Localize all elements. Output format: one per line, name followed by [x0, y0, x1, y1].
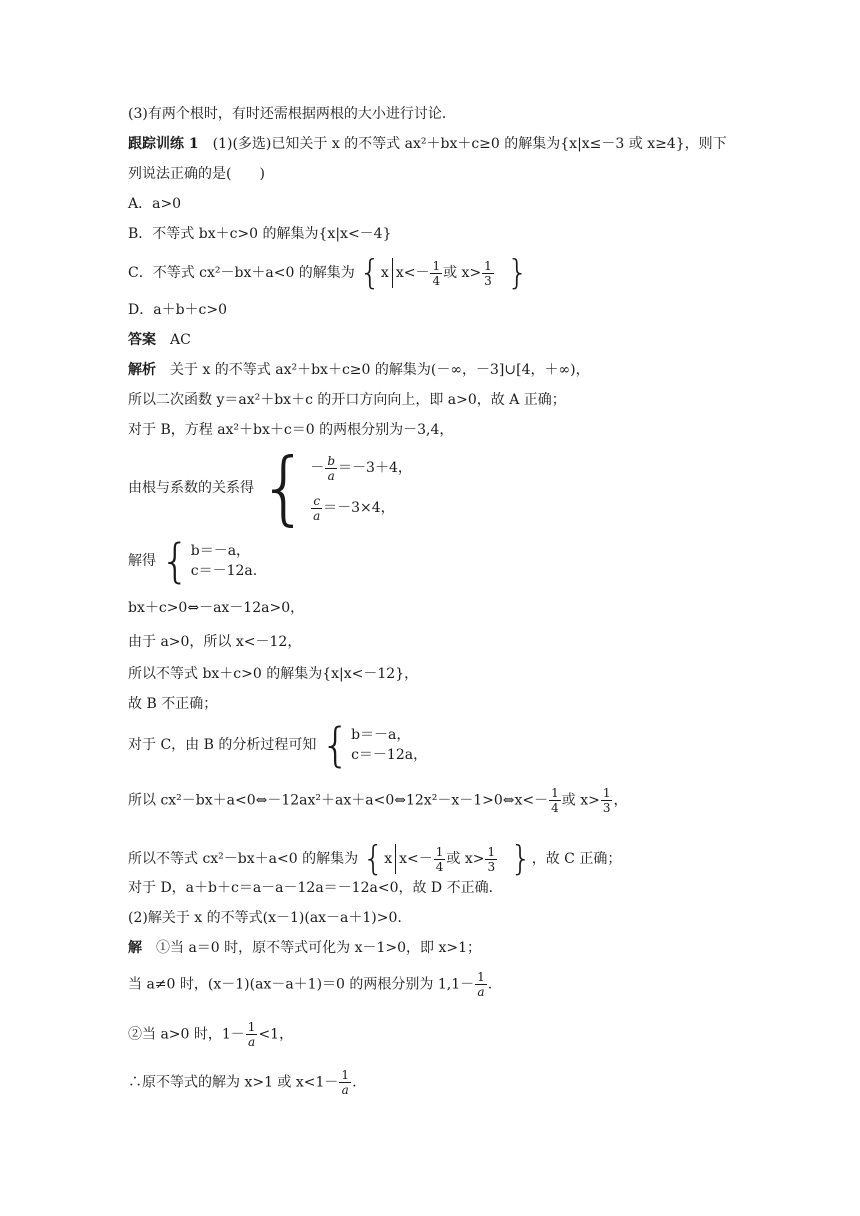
option-b: B．不等式 bx＋c>0 的解集为{x|x<－4}: [128, 226, 392, 242]
answer-line: [128, 330, 191, 350]
question-text-cont: 列说法正确的是( ): [128, 166, 265, 182]
fraction: $\frac{1}{3}$: [487, 844, 496, 874]
step-line: bx＋c>0⇔－ax－12a>0，: [128, 600, 305, 616]
solution-set: { x x<－ $\frac{1}{4}$ 或 x> $\frac{1}{3}$ }: [362, 839, 532, 879]
solution-line-3: ②当 a>0 时，1－ $\frac{1}{a}$ <1，: [128, 1020, 294, 1049]
equation-system: { b＝－a， c＝－12a.: [160, 534, 258, 588]
fraction: $\frac{1}{a}$: [247, 1020, 256, 1049]
solution-line-2: 当 a≠0 时，(x－1)(ax－a＋1)＝0 的两根分别为 1,1－ $\frac{1}{a}$ .: [128, 970, 493, 999]
fraction: $\frac{1}{a}$: [477, 970, 485, 999]
equation-system: { － $\frac{b}{a}$ ＝－3＋4， $\frac{c}{a}$ ＝－3×4，: [258, 441, 412, 534]
track-label: 跟踪训练 1: [128, 136, 199, 152]
step-line: 由于 a>0，所以 x<－12，: [128, 634, 302, 650]
analysis-line-1: 解析 关于 x 的不等式 ax²＋bx＋c≥0 的解集为(－∞，－3]∪[4，＋∞)，: [128, 362, 590, 378]
equation-system: { b＝－a， c＝－12a，: [320, 718, 428, 772]
question-2: (2)解关于 x 的不等式(x－1)(ax－a＋1)>0.: [128, 910, 402, 926]
answer-value: AC: [170, 332, 191, 348]
option-a: A．a>0: [128, 196, 182, 212]
solution-line-4: ∴原不等式的解为 x>1 或 x<1－ $\frac{1}{a}$ .: [128, 1068, 357, 1097]
solution-line-1: 解 ①当 a＝0 时，原不等式可化为 x－1>0，即 x>1；: [128, 940, 482, 956]
question-text: (1)(多选)已知关于 x 的不等式 ax²＋bx＋c≥0 的解集为{x|x≤－3 或 x≥4}，则下: [212, 136, 727, 152]
note-line: (3)有两个根时，有时还需根据两根的大小进行讨论．: [128, 106, 456, 122]
fraction: $\frac{c}{a}$: [313, 493, 321, 523]
option-d: D．a＋b＋c>0: [128, 302, 228, 318]
d-analysis-line: 对于 D，a＋b＋c＝a－a－12a＝－12a<0，故 D 不正确．: [128, 880, 503, 896]
solution-set: { x x<－ $\frac{1}{4}$ 或 x> $\frac{1}{3}$ }: [359, 253, 529, 293]
fraction: $\frac{1}{4}$: [432, 258, 441, 288]
analysis-line-2: 所以二次函数 y＝ax²＋bx＋c 的开口方向向上，即 a>0，故 A 正确；: [128, 392, 566, 408]
analysis-label: 解析: [128, 362, 156, 378]
fraction: $\frac{1}{4}$: [435, 844, 444, 874]
solution-label: 解: [128, 940, 142, 956]
exercise-header-line: [128, 134, 727, 154]
fraction: $\frac{1}{4}$: [551, 786, 559, 815]
vieta-system-line: 由根与系数的关系得 { － $\frac{b}{a}$ ＝－3＋4， $\frac{c}{a}$ ＝－3×4，: [128, 441, 412, 534]
step-line: 所以不等式 bx＋c>0 的解集为{x|x<－12}，: [128, 666, 419, 682]
equivalence-chain: 所以 cx²－bx＋a<0⇔－12ax²＋ax＋a<0⇔12x²－x－1>0⇔x<－ $\frac{1}{4}$ 或 x> $\frac{1}{3}$ ，: [128, 786, 628, 815]
fraction: $\frac{1}{3}$: [484, 258, 492, 288]
answer-label: 答案: [128, 332, 156, 348]
fraction: $\frac{1}{3}$: [602, 786, 611, 815]
solve-system-line: 解得 { b＝－a， c＝－12a.: [128, 534, 258, 588]
c-analysis-line: 对于 C，由 B 的分析过程可知 { b＝－a， c＝－12a，: [128, 718, 428, 772]
fraction: $\frac{b}{a}$: [327, 453, 336, 483]
c-conclusion-line: 所以不等式 cx²－bx＋a<0 的解集为 { x x<－ $\frac{1}{4}$ 或 x> $\frac{1}{3}$ } ，故 C 正确；: [128, 839, 622, 879]
step-line: 故 B 不正确；: [128, 696, 218, 712]
option-c: C．不等式 cx²－bx＋a<0 的解集为 { x x<－ $\frac{1}{4}$ 或 x> $\frac{1}{3}$ }: [128, 253, 529, 293]
analysis-line-3: 对于 B，方程 ax²＋bx＋c＝0 的两根分别为－3,4，: [128, 422, 454, 438]
fraction: $\frac{1}{a}$: [341, 1068, 350, 1097]
